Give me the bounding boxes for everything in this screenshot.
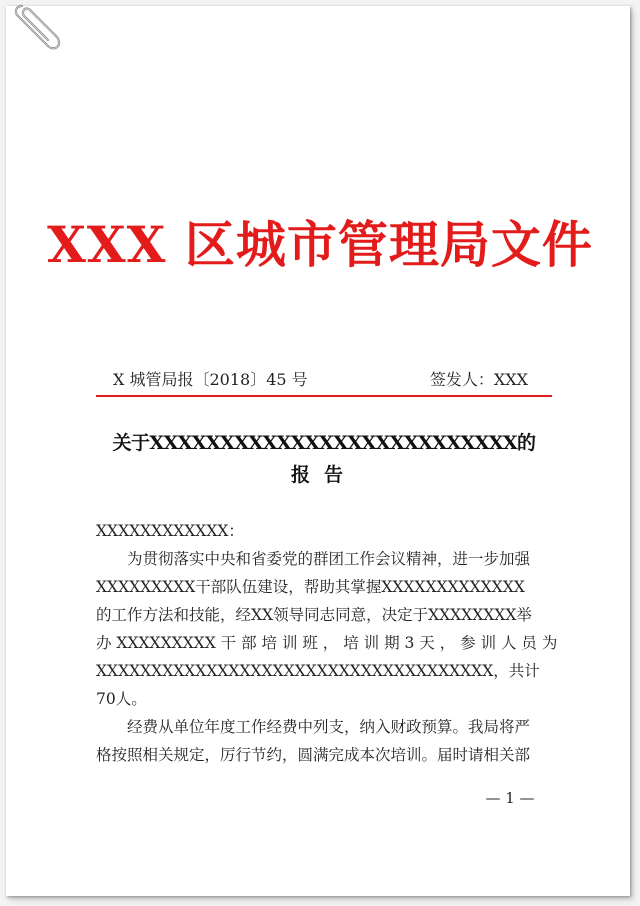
paragraph-line: XXXXXXXXX干部队伍建设，帮助其掌握XXXXXXXXXXXXX: [96, 578, 525, 596]
header-divider: [96, 395, 552, 397]
document-number: X 城管局报〔2018〕45 号: [113, 370, 308, 389]
subject-title-line2: 报告: [290, 464, 357, 486]
paragraph-line: 经费从单位年度工作经费中列支，纳入财政预算。我局将严: [127, 718, 531, 736]
paragraph-line: 70人。: [96, 690, 147, 708]
paragraph-line: 办 XXXXXXXXX 干 部 培 训 班 ， 培 训 期 3 天 ， 参 训 人 员 为: [96, 634, 558, 652]
signer: 签发人：XXX: [429, 370, 528, 389]
paragraph-1: [96, 545, 556, 713]
salutation: XXXXXXXXXXXX：: [96, 522, 244, 540]
paragraph-line: XXXXXXXXXXXXXXXXXXXXXXXXXXXXXXXXXXXX，共计: [96, 662, 540, 680]
paragraph-line: 格按照相关规定，厉行节约，圆满完成本次培训。届时请相关部: [96, 746, 531, 764]
subject-title-line1: 关于XXXXXXXXXXXXXXXXXXXXXXXXXX的: [112, 432, 536, 454]
paragraph-line: 为贯彻落实中央和省委党的群团工作会议精神，进一步加强: [127, 550, 531, 568]
document-header-title: XXX 区城市管理局文件: [47, 215, 593, 274]
paragraph-line: 的工作方法和技能，经XX领导同志同意，决定于XXXXXXXX举: [96, 606, 532, 624]
paperclip-icon: [8, 2, 68, 52]
paragraph-2: [96, 713, 556, 769]
page-number: — 1 —: [485, 789, 535, 807]
